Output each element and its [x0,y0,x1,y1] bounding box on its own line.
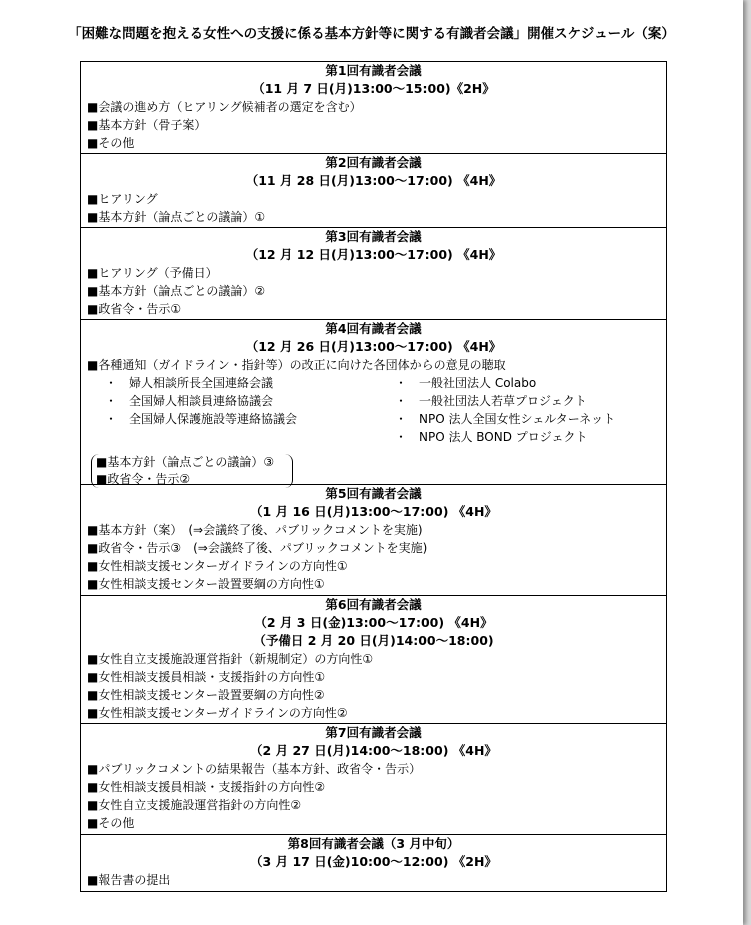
organization-item: ・ 全国婦人相談員連絡協議会 [105,394,274,408]
bracketed-agenda [91,454,293,488]
agenda-item: ■ヒアリング [87,192,158,206]
agenda-item: ■パブリックコメントの結果報告（基本方針、政省令・告示） [87,762,422,776]
meeting-6 [81,596,666,724]
agenda-item: ■女性自立支援施設運営指針（新規制定）の方向性① [87,652,374,666]
agenda-item: ■政省令・告示① [87,302,182,316]
agenda-item: ■基本方針（論点ごとの議論）③ [96,455,275,469]
meeting-date: （11 月 7 日(月)13:00～15:00)《2H》 [252,81,495,96]
meeting-title: 第7回有識者会議 [325,725,422,740]
meeting-2 [81,154,666,228]
organization-item: ・ 婦人相談所長全国連絡会議 [105,376,274,390]
meeting-date: （12 月 26 日(月)13:00～17:00) 《4H》 [245,339,502,354]
agenda-item: ■政省令・告示② [96,472,191,486]
organization-item: ・ NPO 法人全国女性シェルターネット [395,412,616,426]
meeting-title: 第4回有識者会議 [325,321,422,336]
agenda-item: ■女性自立支援施設運営指針の方向性② [87,798,302,812]
organization-list [87,374,660,446]
agenda-item: ■基本方針（論点ごとの議論）① [87,210,266,224]
agenda-item: ■基本方針（論点ごとの議論）② [87,284,266,298]
agenda-item: ■各種通知（ガイドライン・指針等）の改正に向けた各団体からの意見の聴取 [87,358,506,372]
meeting-title: 第3回有識者会議 [325,229,422,244]
schedule-table [80,61,667,892]
meeting-date: （3 月 17 日(金)10:00～12:00) 《2H》 [250,854,497,869]
meeting-alternate-date: （予備日 2 月 20 日(月)14:00～18:00) [253,633,494,648]
agenda-item: ■政省令・告示③ (⇒会議終了後、パブリックコメントを実施) [87,541,428,555]
agenda-item: ■女性相談支援センターガイドラインの方向性① [87,559,348,573]
meeting-date: （11 月 28 日(月)13:00～17:00) 《4H》 [245,173,502,188]
meeting-title: 第6回有識者会議 [325,597,422,612]
meeting-5 [81,485,666,596]
meeting-title: 第5回有識者会議 [325,486,422,501]
meeting-7 [81,724,666,835]
agenda-item: ■ヒアリング（予備日） [87,266,218,280]
meeting-3 [81,228,666,320]
meeting-1 [81,62,666,154]
meeting-title: 第2回有識者会議 [325,155,422,170]
organization-item: ・ 一般社団法人若草プロジェクト [395,394,587,408]
agenda-item: ■女性相談支援員相談・支援指針の方向性① [87,670,326,684]
agenda-item: ■会議の進め方（ヒアリング候補者の選定を含む） [87,100,362,114]
agenda-item: ■その他 [87,816,135,830]
document-title: 「困難な問題を抱える女性への支援に係る基本方針等に関する有識者会議」開催スケジュール（案） [68,26,675,42]
meeting-title: 第8回有識者会議（3 月中旬） [287,836,460,851]
organization-item: ・ 一般社団法人 Colabo [395,376,537,390]
meeting-date: （1 月 16 日(月)13:00～17:00) 《4H》 [250,504,497,519]
organization-item: ・ NPO 法人 BOND プロジェクト [395,430,588,444]
meeting-4 [81,320,666,485]
agenda-item: ■女性相談支援センター設置要綱の方向性① [87,577,325,591]
organization-item: ・ 全国婦人保護施設等連絡協議会 [105,412,298,426]
agenda-item: ■基本方針（案） (⇒会議終了後、パブリックコメントを実施) [87,523,423,537]
meeting-date: （2 月 27 日(月)14:00～18:00) 《4H》 [250,743,497,758]
meeting-8 [81,835,666,891]
agenda-item: ■報告書の提出 [87,873,171,887]
meeting-date: （12 月 12 日(月)13:00～17:00) 《4H》 [245,247,502,262]
agenda-item: ■その他 [87,136,135,150]
agenda-item: ■女性相談支援センターガイドラインの方向性② [87,706,348,720]
meeting-title: 第1回有識者会議 [325,63,422,78]
agenda-item: ■女性相談支援センター設置要綱の方向性② [87,688,325,702]
agenda-item: ■基本方針（骨子案） [87,118,207,132]
agenda-item: ■女性相談支援員相談・支援指針の方向性② [87,780,326,794]
meeting-date: （2 月 3 日(金)13:00～17:00) 《4H》 [254,615,493,630]
